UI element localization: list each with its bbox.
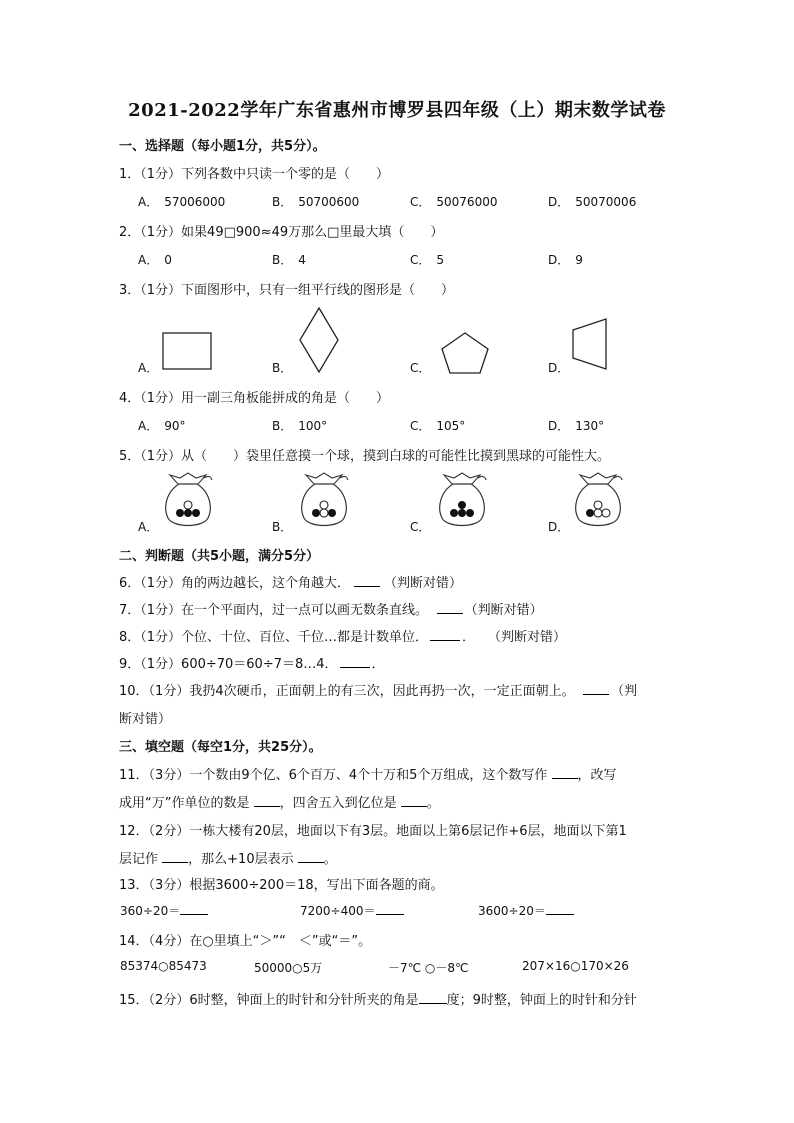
- q13-item-3: 3600÷20＝: [478, 902, 574, 919]
- q4-option-a: A． 90°: [138, 419, 186, 433]
- q4-option-d: D． 130°: [548, 419, 605, 433]
- question-2: 2．（1分）如果49□900≈49万那么□里最大填（ ）: [119, 225, 444, 240]
- page-title: 2021-2022学年广东省惠州市博罗县四年级（上）期末数学试卷: [128, 100, 666, 121]
- question-7: 7．（1分）在一个平面内，过一点可以画无数条直线。 （判断对错）: [119, 603, 543, 618]
- q2-option-c: C． 5: [410, 253, 445, 267]
- q2-option-a: A． 0: [138, 253, 172, 267]
- q1-option-d: D． 50070006: [548, 195, 637, 209]
- section-fill-heading: 三、填空题（每空1分，共25分）。: [119, 740, 322, 755]
- question-12: 12．（2分）一栋大楼有20层，地面以下有3层。地面以上第6层记作+6层，地面以下第1: [119, 824, 627, 839]
- section-choice-heading: 一、选择题（每小题1分，共5分）。: [119, 139, 326, 154]
- q5-option-d-label: D．: [548, 520, 570, 534]
- question-14: 14．（4分）在○里填上“＞”“ ＜”或“＝”。: [119, 934, 372, 949]
- section-judge-heading: 二、判断题（共5小题，满分5分）: [119, 549, 320, 564]
- question-11: 11．（3分）一个数由9个亿、6个百万、4个十万和5个万组成，这个数写作 ，改写: [119, 768, 617, 783]
- q2-option-d: D． 9: [548, 253, 583, 267]
- bag-icon: [160, 470, 216, 530]
- q4-option-b: B． 100°: [272, 419, 328, 433]
- q13-item-2: 7200÷400＝: [300, 902, 404, 919]
- question-6: 6．（1分）角的两边越长，这个角越大． （判断对错）: [119, 576, 463, 591]
- q1-option-a: A． 57006000: [138, 195, 226, 209]
- q5-option-b-label: B．: [272, 520, 293, 534]
- bag-icon: [296, 470, 352, 530]
- q14-item-4: 207×16○170×26: [522, 959, 629, 973]
- q1-option-c: C． 50076000: [410, 195, 498, 209]
- question-15: 15．（2分）6时整，钟面上的时针和分针所夹的角是 度；9时整，钟面上的时针和分针: [119, 993, 637, 1008]
- q13-item-1: 360÷20＝: [120, 902, 208, 919]
- question-5: 5．（1分）从（ ）袋里任意摸一个球，摸到白球的可能性比摸到黑球的可能性大。: [119, 449, 611, 464]
- q3-option-d-label: D．: [548, 361, 570, 375]
- bag-icon: [434, 470, 490, 530]
- q5-option-a-label: A．: [138, 520, 159, 534]
- question-12-line2: 层记作 ，那么+10层表示 。: [119, 852, 337, 867]
- rhombus-shape: [296, 306, 342, 374]
- question-8: 8．（1分）个位、十位、百位、千位…都是计数单位． ． （判断对错）: [119, 630, 567, 645]
- question-4: 4．（1分）用一副三角板能拼成的角是（ ）: [119, 391, 390, 406]
- question-13: 13．（3分）根据3600÷200＝18，写出下面各题的商。: [119, 878, 444, 893]
- q4-option-c: C． 105°: [410, 419, 466, 433]
- q1-option-b: B． 50700600: [272, 195, 360, 209]
- q3-option-c-label: C．: [410, 361, 431, 375]
- rectangle-shape: [160, 330, 216, 372]
- q3-option-a-label: A．: [138, 361, 159, 375]
- q3-option-b-label: B．: [272, 361, 293, 375]
- q14-item-2: 50000○5万: [254, 961, 323, 975]
- question-11-line2: 成用“万”作单位的数是 ，四舍五入到亿位是 。: [119, 796, 440, 811]
- q2-option-b: B． 4: [272, 253, 306, 267]
- question-9: 9．（1分）600÷70＝60÷7＝8…4． ．: [119, 657, 385, 672]
- question-3: 3．（1分）下面图形中，只有一组平行线的图形是（ ）: [119, 283, 455, 298]
- question-10-line2: 断对错）: [119, 712, 172, 727]
- question-10: 10．（1分）我扔4次硬币，正面朝上的有三次，因此再扔一次，一定正面朝上。 （判: [119, 684, 638, 699]
- question-1: 1．（1分）下列各数中只读一个零的是（ ）: [119, 167, 390, 182]
- q14-item-3: －7℃ ○－8℃: [388, 961, 469, 975]
- bag-icon: [570, 470, 626, 530]
- trapezoid-shape: [568, 316, 612, 372]
- q14-item-1: 85374○85473: [120, 959, 207, 973]
- q5-option-c-label: C．: [410, 520, 431, 534]
- pentagon-shape: [438, 330, 492, 376]
